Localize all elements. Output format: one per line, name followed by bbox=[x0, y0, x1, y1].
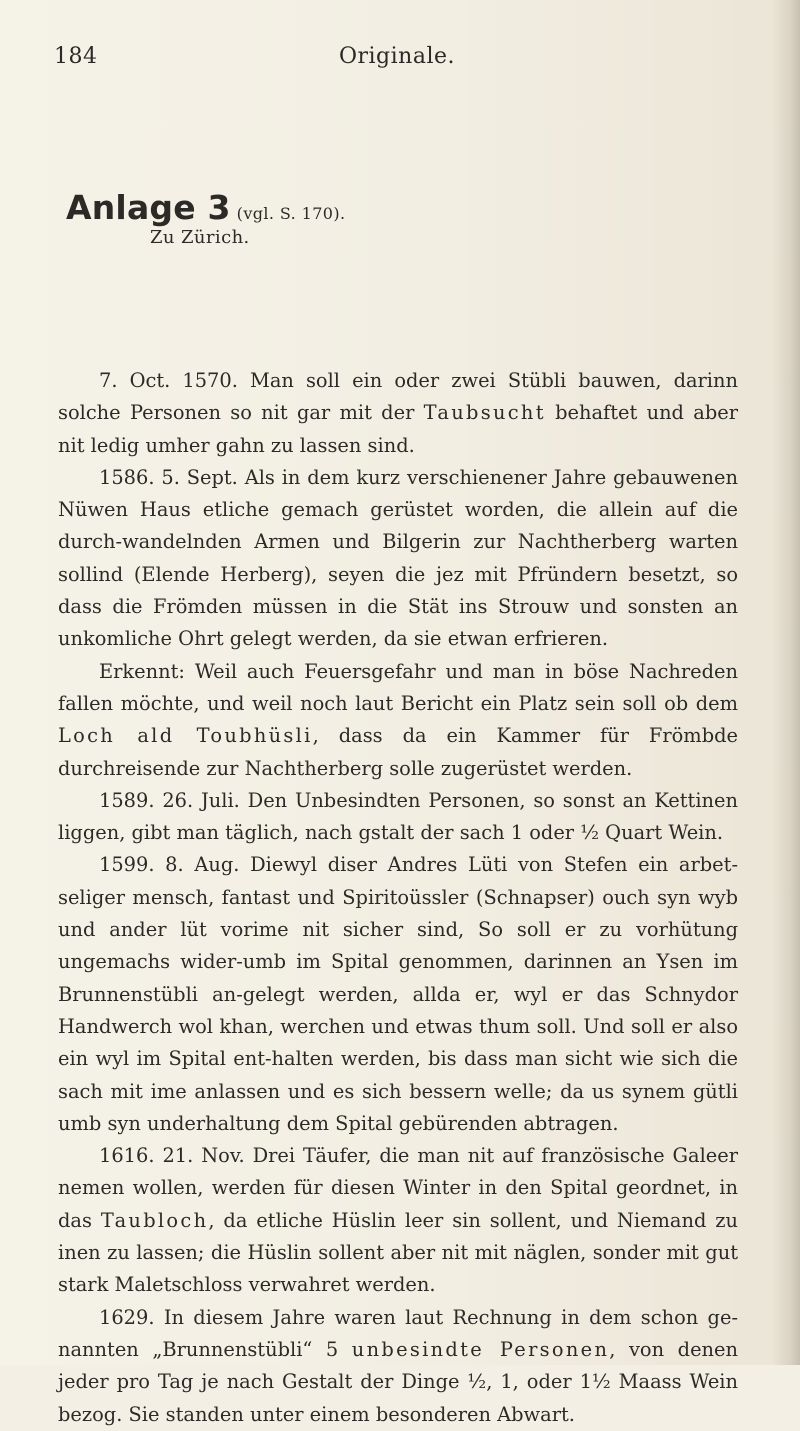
annex-heading bbox=[66, 188, 346, 248]
text-segment: behaftet und aber nit ledig umher gahn zu lassen sind. bbox=[58, 401, 738, 457]
text-segment: Erkennt: Weil auch Feuersgefahr und man in böse Nachreden fallen möchte, und weil noch laut Bericht ein Platz sein soll ob dem bbox=[58, 659, 738, 715]
paragraph-p1 bbox=[58, 365, 738, 462]
annex-title: Anlage 3 bbox=[66, 188, 231, 227]
page-number: 184 bbox=[54, 44, 98, 69]
paragraph-p2 bbox=[58, 462, 738, 656]
paragraph-p6 bbox=[58, 1140, 738, 1301]
text-segment: 1629. In diesem Jahre waren laut Rechnung in dem schon ge-nannten „Brunnenstübli“ 5 bbox=[58, 1305, 738, 1361]
body-text bbox=[58, 365, 738, 1431]
text-segment: , von denen jeder pro Tag je nach Gestalt der Dinge ½, 1, oder 1½ Maass Wein bezog. Sie standen unter einem besonderen Abwart. bbox=[58, 1337, 738, 1426]
paragraph-p7 bbox=[58, 1302, 738, 1431]
text-segment: , dass da ein Kammer für Frömbde durchreisende zur Nachtherberg solle zugerüstet werden. bbox=[58, 724, 738, 780]
paragraph-p3 bbox=[58, 656, 738, 785]
text-segment: 7. Oct. 1570. Man soll ein oder zwei Stübli bauwen, darinn solche Personen so nit gar mit der bbox=[58, 369, 738, 425]
annex-title-line bbox=[66, 188, 346, 227]
page-header bbox=[54, 44, 740, 74]
text-segment: 1586. 5. Sept. Als in dem kurz verschienener Jahre gebauwenen Nüwen Haus etliche gemach gerüstet worden, die allein auf die durch-wandelnden Armen und Bilgerin zur Nachtherberg warten sollind (Elende Herberg), seyen die jez mit Pfründern besetzt, so dass die Frömden müssen in die Stät ins Strouw und sonsten an unkomliche Ohrt gelegt werden, da sie etwan erfrieren. bbox=[58, 465, 738, 651]
text-segment: , da etliche Hüslin leer sin sollent, und Niemand zu inen zu lassen; die Hüslin sollent aber nit mit näglen, sonder mit gut stark Maletschloss verwahret werden. bbox=[58, 1208, 738, 1297]
text-segment: 1616. 21. Nov. Drei Täufer, die man nit auf französische Galeer nemen wollen, werden für diesen Winter in den Spital geordnet, in das bbox=[58, 1144, 738, 1232]
spaced-emphasis: Loch ald Toubhüsli bbox=[58, 724, 313, 748]
spaced-emphasis: unbesindte Personen bbox=[351, 1337, 610, 1361]
running-head: Originale. bbox=[338, 44, 456, 69]
spaced-emphasis: Taubsucht bbox=[423, 401, 546, 425]
paragraph-p4 bbox=[58, 785, 738, 850]
annex-reference: (vgl. S. 170). bbox=[236, 204, 346, 223]
spaced-emphasis: Taubloch bbox=[100, 1208, 209, 1232]
text-segment: 1589. 26. Juli. Den Unbesindten Personen, so sonst an Kettinen liggen, gibt man täglich, nach gstalt der sach 1 oder ½ Quart Wein. bbox=[58, 788, 738, 845]
text-segment: 1599. 8. Aug. Diewyl diser Andres Lüti von Stefen ein arbet-seliger mensch, fantast und Spiritoüssler (Schnapser) ouch syn wyb und ander lüt vorime nit sicher sind, So soll er zu vorhütung ungemachs wider-umb im Spital genommen, darinnen an Ysen im Brunnenstübli an-gelegt werden, allda er, wyl er das Schnydor Handwerch wol khan, werchen und etwas thum soll. Und soll er also ein wyl im Spital ent-halten werden, bis dass man sicht wie sich die sach mit ime anlassen und es sich bessern welle; da us synem gütli umb syn underhaltung dem Spital gebürenden abtragen. bbox=[58, 853, 738, 1135]
paragraph-p5 bbox=[58, 849, 738, 1140]
location-subtitle: Zu Zürich. bbox=[150, 227, 250, 248]
